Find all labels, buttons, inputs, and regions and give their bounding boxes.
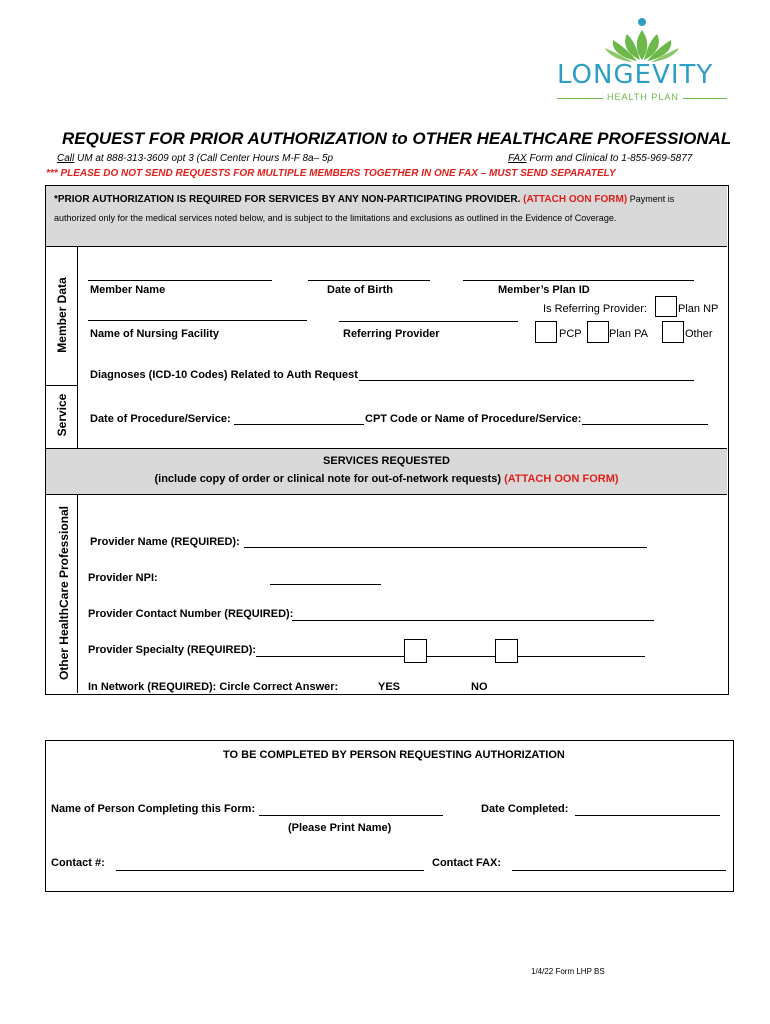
cpt-code-line[interactable] (582, 424, 708, 425)
nursing-facility-label: Name of Nursing Facility (90, 328, 219, 340)
referring-provider-question: Is Referring Provider: (543, 303, 647, 315)
contact-line[interactable] (116, 870, 424, 871)
in-network-yes[interactable]: YES (378, 681, 401, 693)
page-title: REQUEST FOR PRIOR AUTHORIZATION to OTHER HEALTHCARE PROFESSIONAL (62, 129, 732, 148)
provider-contact-line[interactable] (292, 620, 654, 621)
plan-np-checkbox[interactable] (655, 296, 677, 317)
pcp-checkbox[interactable] (535, 321, 557, 343)
member-name-label: Member Name (90, 284, 166, 296)
contact-fax-line[interactable] (512, 870, 726, 871)
services-requested-box (46, 448, 727, 495)
date-completed-label: Date Completed: (481, 803, 569, 815)
provider-contact-label: Provider Contact Number (REQUIRED): (88, 608, 294, 620)
logo-tagline: HEALTH PLAN (603, 92, 683, 102)
provider-name-line[interactable] (244, 547, 647, 548)
logo-name: LONGEVITY (557, 60, 714, 90)
person-completing-label: Name of Person Completing this Form: (51, 803, 256, 815)
cpt-code-label: CPT Code or Name of Procedure/Service: (365, 413, 582, 425)
services-requested-title: SERVICES REQUESTED (323, 455, 450, 467)
member-name-line[interactable] (88, 280, 272, 281)
notice-box (46, 186, 727, 247)
call-word: Call (57, 153, 75, 164)
specialty-checkbox-2[interactable] (495, 639, 518, 663)
dob-label: Date of Birth (327, 284, 393, 296)
plan-pa-label: Plan PA (609, 328, 648, 340)
diagnoses-line[interactable] (359, 380, 694, 381)
date-completed-line[interactable] (575, 815, 720, 816)
notice-tail: Payment is (627, 194, 675, 204)
print-name-hint: (Please Print Name) (288, 822, 392, 834)
call-text: UM at 888-313-3609 opt 3 (Call Center Hours M-F 8a– 5p (74, 153, 334, 164)
pcp-label: PCP (559, 328, 582, 340)
specialty-checkbox-1[interactable] (404, 639, 427, 663)
services-requested-attach: (ATTACH OON FORM) (504, 473, 619, 485)
requester-title: TO BE COMPLETED BY PERSON REQUESTING AUTHORIZATION (223, 749, 565, 761)
plan-id-label: Member’s Plan ID (498, 284, 590, 296)
other-checkbox[interactable] (662, 321, 684, 343)
provider-npi-line[interactable] (270, 584, 381, 585)
provider-name-label: Provider Name (REQUIRED): (90, 536, 240, 548)
section-label-service: Service (55, 393, 69, 437)
provider-npi-label: Provider NPI: (88, 572, 158, 584)
fax-line (508, 153, 692, 164)
call-um-line (57, 153, 333, 164)
contact-fax-label: Contact FAX: (432, 857, 502, 869)
plan-id-line[interactable] (463, 280, 694, 281)
fax-word: FAX (508, 153, 527, 164)
provider-specialty-label: Provider Specialty (REQUIRED): (88, 644, 257, 656)
section-label-member-data: Member Data (55, 277, 69, 353)
other-label: Other (685, 328, 713, 340)
contact-label: Contact #: (51, 857, 105, 869)
plan-pa-checkbox[interactable] (587, 321, 609, 343)
form-id: 1/4/22 Form LHP BS (531, 967, 605, 976)
notice-attach: (ATTACH OON FORM) (523, 194, 628, 205)
section-label-other-professional: Other HealthCare Professional (57, 505, 71, 681)
diagnoses-label: Diagnoses (ICD-10 Codes) Related to Auth Request (90, 369, 358, 381)
date-of-procedure-label: Date of Procedure/Service: (90, 413, 231, 425)
date-of-procedure-line[interactable] (234, 424, 364, 425)
warning-text: *** PLEASE DO NOT SEND REQUESTS FOR MULTIPLE MEMBERS TOGETHER IN ONE FAX – MUST SEND SEPARATELY (46, 168, 616, 179)
in-network-label: In Network (REQUIRED): Circle Correct Answer: (88, 681, 339, 693)
in-network-no[interactable]: NO (471, 681, 488, 693)
dob-line[interactable] (308, 280, 430, 281)
services-requested-subtitle: (include copy of order or clinical note for out-of-network requests) (154, 473, 501, 485)
fax-text: Form and Clinical to 1-855-969-5877 (526, 153, 693, 164)
referring-provider-label: Referring Provider (343, 328, 440, 340)
referring-provider-line[interactable] (339, 321, 518, 322)
notice-bold: *PRIOR AUTHORIZATION IS REQUIRED FOR SERVICES BY ANY NON-PARTICIPATING PROVIDER. (54, 194, 521, 205)
plan-np-label: Plan NP (678, 303, 719, 315)
provider-specialty-line[interactable] (256, 656, 645, 657)
person-completing-line[interactable] (259, 815, 443, 816)
notice-text: authorized only for the medical services noted below, and is subject to the limitations and exclusions as outlined in the Evidence of Coverage. (54, 213, 617, 223)
left-column-band-cover (46, 449, 77, 492)
logo (555, 16, 730, 106)
lotus-leaf-icon (597, 16, 687, 64)
nursing-facility-line[interactable] (88, 320, 307, 321)
